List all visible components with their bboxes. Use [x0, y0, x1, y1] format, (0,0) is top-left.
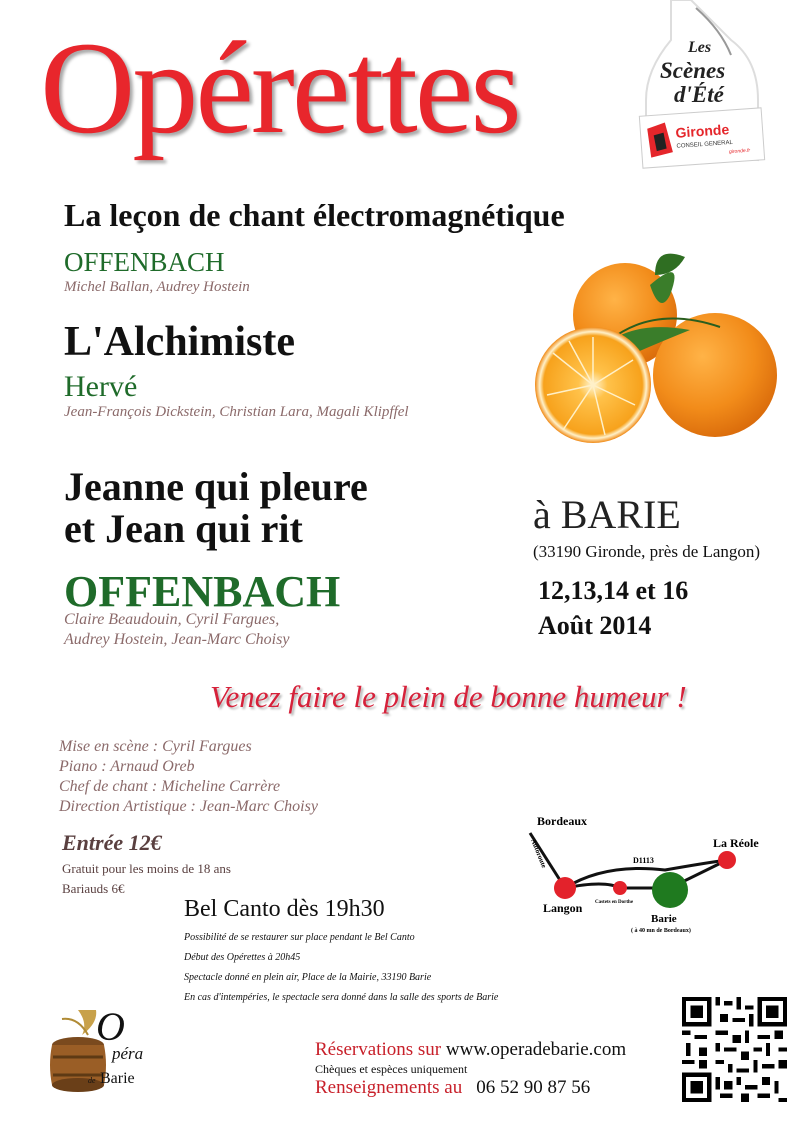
dates-line1: 12,13,14 et 16	[538, 576, 689, 605]
map-langon: Langon	[543, 901, 583, 915]
tagline: Venez faire le plein de bonne humeur !	[210, 679, 687, 714]
map-autoroute: Autoroute	[529, 837, 549, 870]
poster-title: Opérettes	[40, 14, 519, 161]
castets-marker	[613, 881, 627, 895]
lareole-marker	[718, 851, 736, 869]
svg-text:O: O	[96, 1005, 125, 1049]
show3-performers-line1: Claire Beaudouin, Cyril Fargues,	[64, 611, 280, 628]
info-bad-weather: En cas d'intempéries, le spectacle sera donné dans la salle des sports de Barie	[184, 992, 499, 1003]
dates	[538, 573, 688, 643]
show3-title	[64, 466, 368, 550]
map-d1113: D1113	[633, 856, 654, 865]
credit-chef-de-chant: Chef de chant : Micheline Carrère	[59, 778, 281, 795]
bel-canto-time: Bel Canto dès 19h30	[184, 896, 385, 922]
phone-number: 06 52 90 87 56	[476, 1077, 591, 1098]
show3-title-line2: et Jean qui rit	[64, 506, 303, 551]
show3-performers-line2: Audrey Hostein, Jean-Marc Choisy	[64, 631, 290, 648]
address: (33190 Gironde, près de Langon)	[533, 542, 761, 561]
map-lareole: La Réole	[713, 836, 759, 850]
credit-piano: Piano : Arnaud Oreb	[59, 758, 195, 775]
map-castets: Castets en Dorthe	[595, 900, 634, 905]
show3-performers	[64, 610, 289, 650]
free-under-18: Gratuit pour les moins de 18 ans	[62, 861, 231, 876]
qr-code[interactable]	[682, 997, 787, 1102]
logo-sub: CONSEIL GENERAL	[676, 139, 734, 150]
map-bordeaux: Bordeaux	[537, 814, 588, 828]
langon-marker	[554, 877, 576, 899]
show1-performers: Michel Ballan, Audrey Hostein	[64, 279, 250, 295]
show2-title: L'Alchimiste	[64, 319, 295, 365]
practical-info	[184, 928, 498, 1008]
credit-mise-en-scene: Mise en scène : Cyril Fargues	[59, 738, 252, 755]
scenes-ete-logo	[636, 0, 766, 170]
map-barie-note: ( à 40 mn de Bordeaux)	[631, 928, 691, 934]
reservations-label: Réservations sur	[315, 1039, 442, 1060]
logo-url: gironde.fr	[728, 147, 751, 156]
map-barie: Barie	[651, 913, 677, 925]
info-start-time: Début des Opérettes à 20h45	[184, 952, 301, 963]
barie-marker	[652, 872, 688, 908]
show2-composer: Hervé	[64, 370, 138, 403]
logo-line3: d'Été	[674, 82, 724, 107]
location: à BARIE	[533, 492, 681, 537]
entry-price: Entrée 12€	[62, 830, 162, 855]
oranges-image	[535, 245, 780, 450]
show3-title-line1: Jeanne qui pleure	[64, 464, 368, 509]
logo-opera-de: de	[88, 1076, 96, 1085]
show2-performers: Jean-François Dickstein, Christian Lara, Magali Klipffel	[64, 404, 409, 420]
show1-composer: OFFENBACH	[64, 247, 225, 277]
credits-list	[59, 737, 318, 817]
reservations-url[interactable]: www.operadebarie.com	[445, 1039, 627, 1060]
route-map	[525, 808, 775, 943]
logo-line2: Scènes	[660, 58, 726, 83]
dates-line2: Août 2014	[538, 611, 652, 640]
renseignements-label: Renseignements au	[315, 1077, 463, 1098]
info-restauration: Possibilité de se restaurer sur place pendant le Bel Canto	[184, 932, 415, 943]
reservations	[315, 1039, 626, 1061]
opera-de-barie-logo	[48, 1005, 158, 1100]
show1-title: La leçon de chant électromagnétique	[64, 197, 565, 233]
logo-opera-barie: Barie	[100, 1070, 135, 1087]
logo-opera-pera: péra	[112, 1044, 144, 1063]
logo-line1: Les	[688, 39, 712, 56]
show3-composer: OFFENBACH	[64, 567, 341, 616]
bariauds-price: Bariauds 6€	[62, 881, 125, 896]
info-phone	[315, 1077, 590, 1099]
payment-note: Chèques et espèces uniquement	[315, 1062, 468, 1076]
credit-direction: Direction Artistique : Jean-Marc Choisy	[59, 798, 318, 815]
info-venue: Spectacle donné en plein air, Place de la Mairie, 33190 Barie	[184, 972, 432, 983]
logo-brand: Gironde	[675, 121, 730, 141]
